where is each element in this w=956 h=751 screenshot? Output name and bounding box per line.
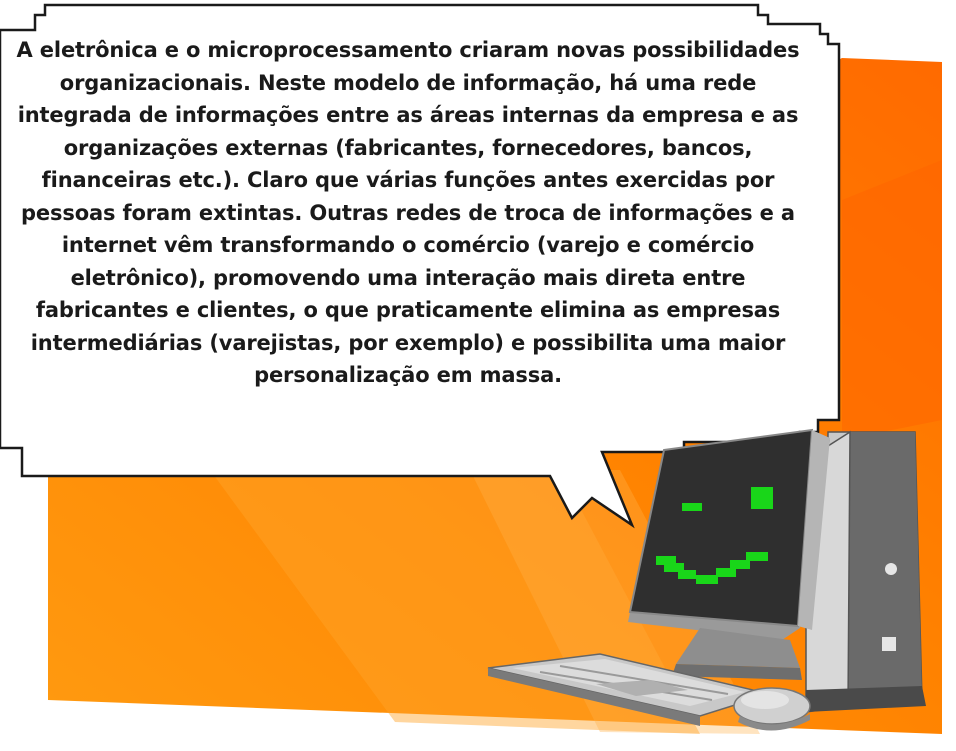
mouse bbox=[734, 688, 810, 731]
speech-bubble-text: A eletrônica e o microprocessamento criaram novas possibilidades organizacionais. Neste modelo de informação, há uma rede integrada de informações entre as áreas internas da empresa e as organizações externas (fabricantes, fornecedores, bancos, financeiras etc.). Claro que várias funções antes exercidas por pessoas foram extintas. Outras redes de troca de informações e a internet vêm transformando o comércio (varejo e comércio eletrônico), promovendo uma interação mais direta entre fabricantes e clientes, o que praticamente elimina as empresas intermediárias (varejistas, por exemplo) e possibilita uma maior personalização em massa. bbox=[16, 38, 800, 387]
